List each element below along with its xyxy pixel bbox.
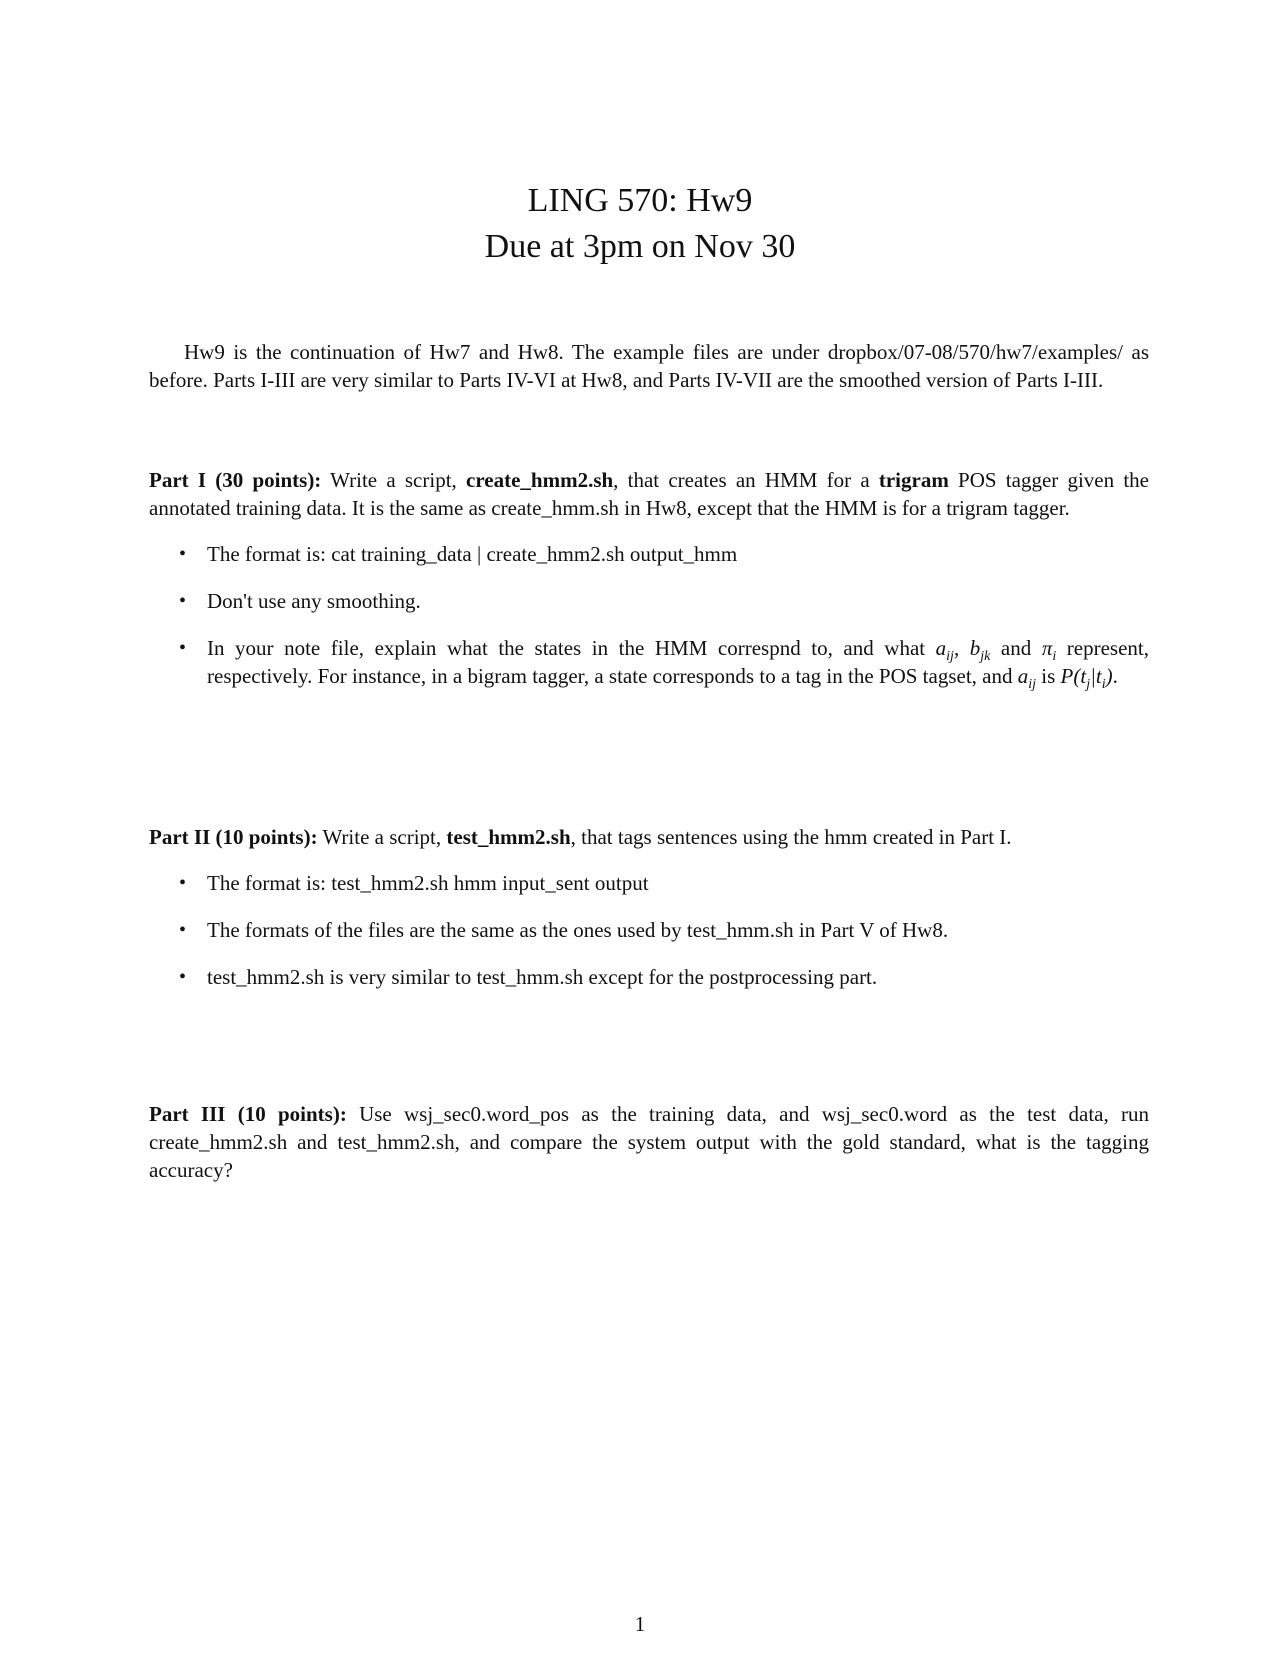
- bullet-icon: •: [179, 919, 187, 941]
- part-2-section: [149, 823, 1149, 1010]
- math-a-ij: $a_{ij}$: [935, 636, 954, 665]
- part-1-bullet-list: [149, 540, 1149, 693]
- part-1-label: Part I (30 points):: [149, 468, 322, 492]
- bullet-icon: •: [179, 590, 187, 612]
- part-1-bullet-3-text-b: represent, respectively. For instance, in a bigram tagger, a state corresponds to a tag in the POS tagset, and: [207, 636, 1149, 688]
- page-number: 1: [634, 1612, 646, 1636]
- bullet-icon: •: [179, 543, 187, 565]
- intro-paragraph: Hw9 is the continuation of Hw7 and Hw8. The example files are under dropbox/07-08/570/hw7/examples/ as before. Parts I-III are very similar to Parts IV-VI at Hw8, and Parts IV-VII are the smoothed version of Parts I-III.: [149, 340, 1149, 392]
- part-1-script-name: create_hmm2.sh: [466, 468, 614, 492]
- part-1-bullet-1: The format is: cat training_data | create_hmm2.sh output_hmm: [207, 542, 738, 566]
- part-3-label: Part III (10 points):: [149, 1102, 347, 1126]
- list-item: [149, 869, 1149, 897]
- due-date: Due at 3pm on Nov 30: [484, 228, 796, 265]
- part-1-section: [149, 466, 1149, 709]
- title-block: [0, 178, 1280, 270]
- part-1-text-a: Write a script,: [321, 468, 466, 492]
- part-2-label: Part II (10 points):: [149, 825, 318, 849]
- part-1-paragraph: [149, 466, 1149, 522]
- part-2-text-b: , that tags sentences using the hmm created in Part I.: [570, 825, 1012, 849]
- math-a-ij-2: $a_{ij}$: [1017, 664, 1037, 693]
- part-2-bullet-3: test_hmm2.sh is very similar to test_hmm.sh except for the postprocessing part.: [207, 965, 878, 989]
- intro-section: [149, 338, 1149, 394]
- document-title: LING 570: Hw9: [527, 182, 753, 219]
- part-1-bullet-2: Don't use any smoothing.: [207, 589, 421, 613]
- bullet-icon: •: [179, 966, 187, 988]
- part-2-bullet-2: The formats of the files are the same as the ones used by test_hmm.sh in Part V of Hw8.: [207, 918, 949, 942]
- part-1-text-c: POS tagger given the annotated training data. It is the same as create_hmm.sh in Hw8, except that the HMM is for a trigram tagger.: [149, 468, 1149, 520]
- part-1-keyword: trigram: [878, 468, 949, 492]
- part-2-paragraph: [149, 823, 1149, 851]
- list-item: [149, 916, 1149, 944]
- math-pi-i: $\pi_i$: [1041, 636, 1057, 665]
- part-2-bullet-1: The format is: test_hmm2.sh hmm input_sent output: [207, 871, 649, 895]
- math-b-jk: $b_{jk}$: [969, 636, 991, 665]
- bullet-icon: •: [179, 872, 187, 894]
- list-item: • In your note file, explain what the states in the HMM correspnd to, and what $a_{ij}$, $b_{jk}$ and $\pi_i$ represent, respectively. For instance, in a bigram tagger, a state corresponds to a tag in the POS tagset, and $a_{ij}$ is $P(t_j|t_i)$.: [179, 636, 1149, 693]
- part-1-text-b: , that creates an HMM for a: [613, 468, 879, 492]
- part-2-script-name: test_hmm2.sh: [446, 825, 571, 849]
- part-1-bullet-3-text-a: In your note file, explain what the states in the HMM correspnd to, and what: [207, 636, 936, 660]
- list-item: [149, 963, 1149, 991]
- math-probability: $P(t_j|t_i)$: [1060, 664, 1113, 693]
- part-3-paragraph: [149, 1100, 1149, 1184]
- part-3-text: Use wsj_sec0.word_pos as the training data, and wsj_sec0.word as the test data, run create_hmm2.sh and test_hmm2.sh, and compare the system output with the gold standard, what is the tagging accuracy?: [149, 1102, 1149, 1182]
- part-2-text-a: Write a script,: [317, 825, 447, 849]
- bullet-icon: •: [179, 637, 187, 659]
- part-2-bullet-list: [149, 869, 1149, 991]
- part-3-section: [149, 1100, 1149, 1184]
- list-item: [149, 587, 1149, 615]
- list-item: [149, 540, 1149, 568]
